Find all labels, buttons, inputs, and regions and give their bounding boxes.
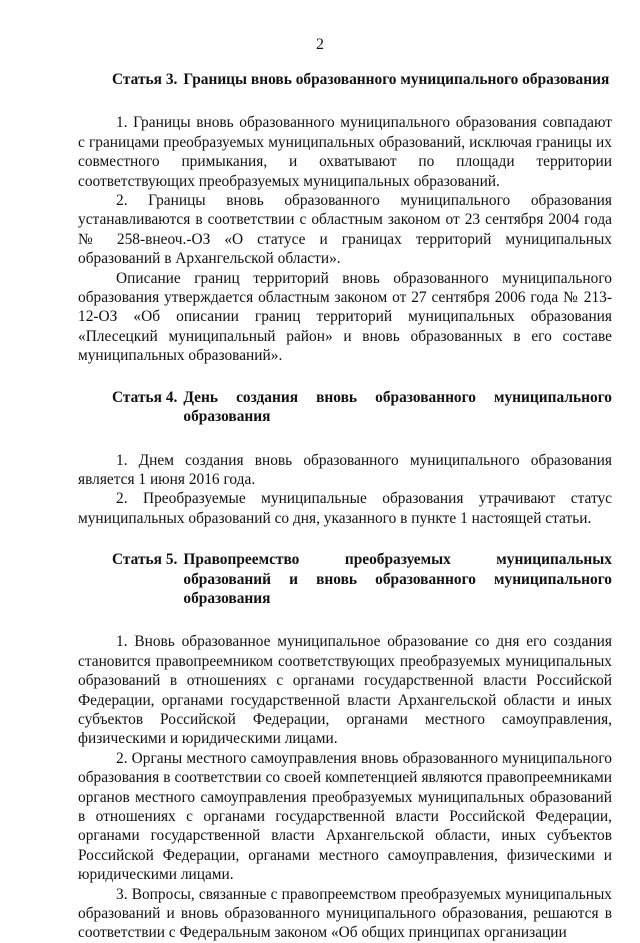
article-5-heading [78,550,612,608]
article-5-paragraph-1: 1. Вновь образованное муниципальное образование со дня его создания становится правопреемником соответствующих преобразуемых муниципальных образований в отношениях с органами государственной власти Российской Федерации, органами государственной власти Архангельской области и иных субъектов Российской Федерации, органами местного самоуправления, физическими и юридическими лицами. [78,633,612,748]
article-3-paragraph-2: 2. Границы вновь образованного муниципального образования устанавливаются в соответствии с областным законом от 23 сентября 2004 года № 258-внеоч.-ОЗ «О статусе и границах территорий муниципальных образований в Архангельской области». [78,192,612,268]
article-3-title: Границы вновь образованного муниципального образования [183,71,610,88]
article-3-label: Статья 3. [112,71,178,88]
article-4-paragraph-2: 2. Преобразуемые муниципальные образования утрачивают статус муниципальных образований со дня, указанного в пункте 1 настоящей статьи. [78,490,612,527]
article-4-title: День создания вновь образованного муниципального образования [183,388,612,426]
article-3-heading [78,70,612,89]
article-3-paragraph-1: 1. Границы вновь образованного муниципального образования совпадают с границами преобразуемых муниципальных образований, исключая границы их совместного примыкания, и охватывают по площади территории соответствующих преобразуемых муниципальных образований. [78,114,612,190]
document-body [78,70,612,943]
article-3-paragraph-3: Описание границ территорий вновь образованного муниципального образования утверждается областным законом от 27 сентября 2006 года № 213-12-ОЗ «Об описании границ территорий муниципальных образования «Плесецкий муниципальный район» и вновь образованных в его составе муниципальных образований». [78,269,612,365]
article-5-title: Правопреемство преобразуемых муниципальных образований и вновь образованного муниципального образования [183,551,612,607]
article-4-heading [78,388,612,427]
article-5-paragraph-3: 3. Вопросы, связанные с правопреемством преобразуемых муниципальных образований и вновь образованного муниципального образования, решаются в соответствии с Федеральным законом «Об общих принципах организации [78,885,612,942]
page-number: 2 [316,36,324,53]
article-5-paragraph-2: 2. Органы местного самоуправления вновь образованного муниципального образования в соответствии со своей компетенцией являются правопреемниками органов местного самоуправления преобразуемых муниципальных образований в отношениях с органами государственной власти Российской Федерации, органами государственной власти Архангельской области, иных субъектов Российской Федерации, органами местного самоуправления, физическими и юридическими лицами. [78,749,612,884]
article-4-paragraph-1: 1. Днем создания вновь образованного муниципального образования является 1 июня 2016 года. [78,451,612,488]
article-4-label: Статья 4. [112,388,178,406]
article-5-label: Статья 5. [112,551,178,569]
